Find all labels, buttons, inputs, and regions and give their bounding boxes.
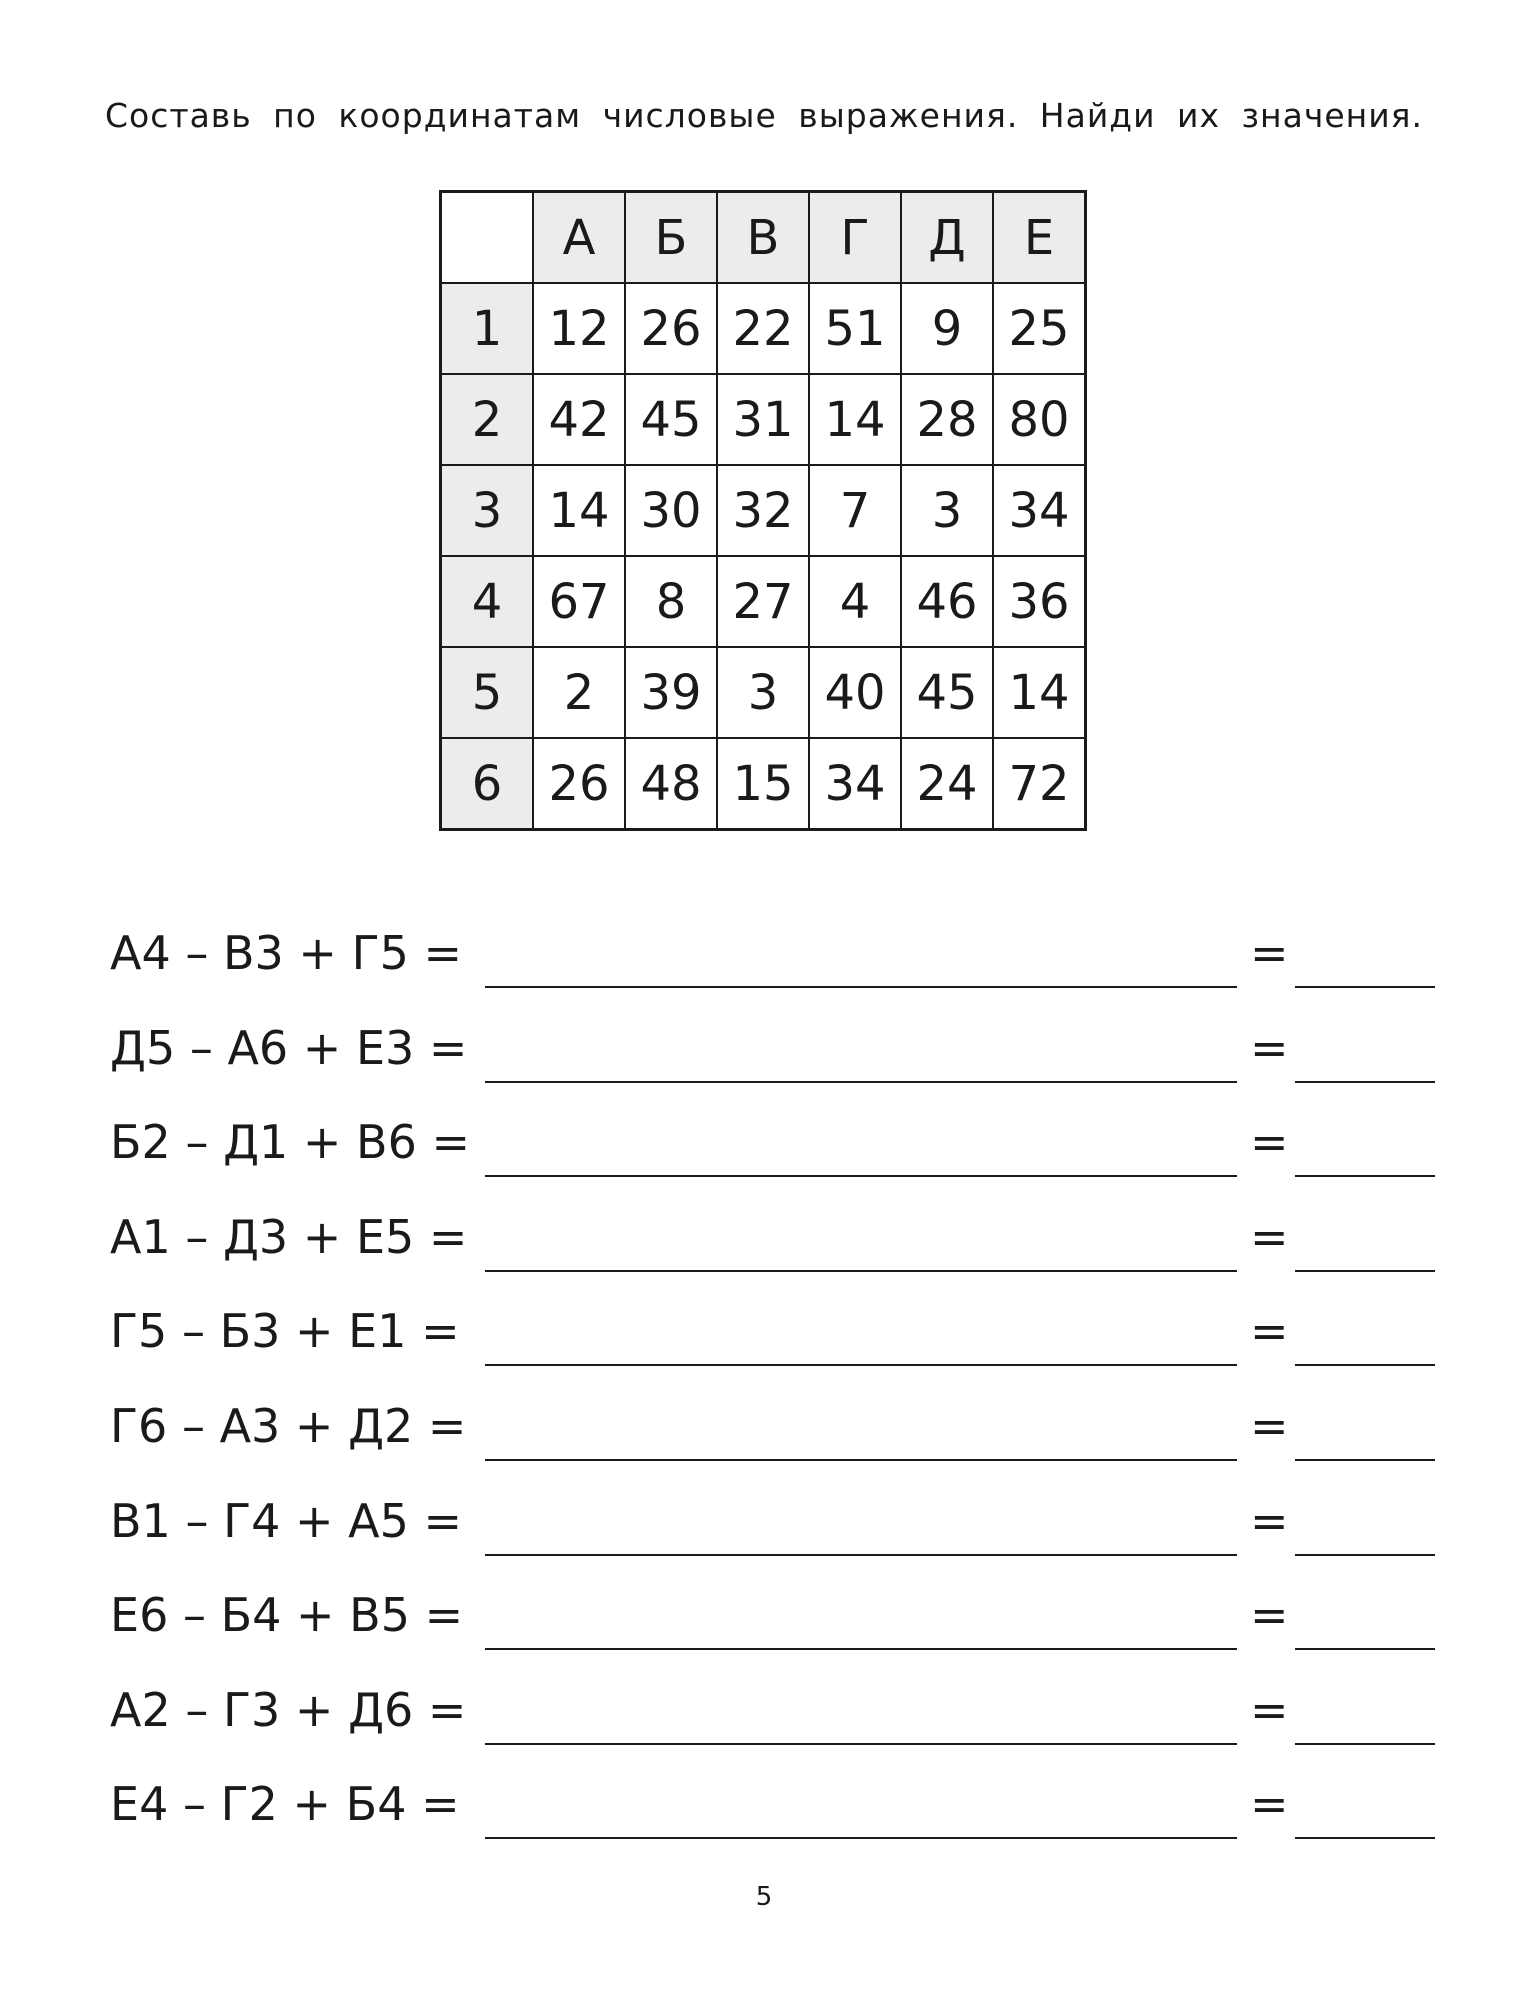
- column-header: Д: [901, 192, 993, 284]
- table-row: [441, 738, 1086, 830]
- table-cell: 26: [625, 283, 717, 374]
- table-cell: 34: [809, 738, 901, 830]
- table-cell: 9: [901, 283, 993, 374]
- table-cell: 27: [717, 556, 809, 647]
- task-instruction: Составь по координатам числовые выражения. Найди их значения.: [104, 96, 1424, 135]
- table-cell: 8: [625, 556, 717, 647]
- expression-row: [110, 1391, 1435, 1486]
- row-header: 2: [441, 374, 534, 465]
- equals-sign: =: [1250, 926, 1289, 980]
- equals-sign: =: [1250, 1398, 1289, 1453]
- table-cell: 12: [533, 283, 625, 374]
- expression-label: А2 – Г3 + Д6 =: [110, 1682, 467, 1737]
- table-cell: 30: [625, 465, 717, 556]
- expression-label: Е6 – Б4 + В5 =: [110, 1588, 464, 1643]
- expression-answer-line[interactable]: [485, 1364, 1237, 1366]
- expression-label: В1 – Г4 + А5 =: [110, 1493, 463, 1548]
- expression-label: Г6 – А3 + Д2 =: [110, 1398, 467, 1453]
- table-row: [441, 283, 1086, 374]
- result-answer-line[interactable]: [1295, 1837, 1435, 1839]
- table-cell: 42: [533, 374, 625, 465]
- table-row: [441, 465, 1086, 556]
- table-cell: 3: [717, 647, 809, 738]
- equals-sign: =: [1250, 1588, 1289, 1643]
- equals-sign: =: [1250, 1115, 1289, 1170]
- table-cell: 14: [533, 465, 625, 556]
- expression-label: Б2 – Д1 + В6 =: [110, 1115, 471, 1170]
- equals-sign: =: [1250, 1304, 1289, 1359]
- expression-row: [110, 1296, 1435, 1391]
- result-answer-line[interactable]: [1295, 1175, 1435, 1177]
- result-answer-line[interactable]: [1295, 1743, 1435, 1745]
- result-answer-line[interactable]: [1295, 1648, 1435, 1650]
- page-number: 5: [755, 1882, 773, 1912]
- expression-answer-line[interactable]: [485, 1081, 1237, 1083]
- table-cell: 14: [993, 647, 1086, 738]
- row-header: 1: [441, 283, 534, 374]
- table-cell: 14: [809, 374, 901, 465]
- table-row: [441, 647, 1086, 738]
- table-cell: 34: [993, 465, 1086, 556]
- equals-sign: =: [1250, 1020, 1289, 1075]
- row-header: 3: [441, 465, 534, 556]
- table-cell: 46: [901, 556, 993, 647]
- expression-label: А1 – Д3 + Е5 =: [110, 1209, 468, 1264]
- table-cell: 51: [809, 283, 901, 374]
- table-cell: 31: [717, 374, 809, 465]
- expression-answer-line[interactable]: [485, 1270, 1237, 1272]
- result-answer-line[interactable]: [1295, 1459, 1435, 1461]
- table-cell: 26: [533, 738, 625, 830]
- table-cell: 24: [901, 738, 993, 830]
- row-header: 6: [441, 738, 534, 830]
- table-cell: 4: [809, 556, 901, 647]
- equals-sign: =: [1250, 1777, 1289, 1832]
- column-header: Е: [993, 192, 1086, 284]
- result-answer-line[interactable]: [1295, 1081, 1435, 1083]
- table-corner-cell: [441, 192, 534, 284]
- expression-row: [110, 1107, 1435, 1202]
- expression-row: [110, 1580, 1435, 1675]
- equals-sign: =: [1250, 1209, 1289, 1264]
- table-cell: 22: [717, 283, 809, 374]
- expression-answer-line[interactable]: [485, 1743, 1237, 1745]
- table-cell: 48: [625, 738, 717, 830]
- expression-row: [110, 1486, 1435, 1581]
- table-cell: 25: [993, 283, 1086, 374]
- expression-label: А4 – В3 + Г5 =: [110, 926, 463, 980]
- equals-sign: =: [1250, 1682, 1289, 1737]
- table-cell: 32: [717, 465, 809, 556]
- table-cell: 72: [993, 738, 1086, 830]
- equals-sign: =: [1250, 1493, 1289, 1548]
- coordinate-table: [439, 190, 1087, 831]
- expression-row: [110, 918, 1435, 1013]
- table-row: [441, 556, 1086, 647]
- expression-answer-line[interactable]: [485, 1459, 1237, 1461]
- result-answer-line[interactable]: [1295, 1270, 1435, 1272]
- expression-answer-line[interactable]: [485, 1175, 1237, 1177]
- expression-label: Е4 – Г2 + Б4 =: [110, 1777, 460, 1832]
- result-answer-line[interactable]: [1295, 986, 1435, 988]
- table-row: [441, 374, 1086, 465]
- expression-list: [110, 918, 1435, 1864]
- table-cell: 36: [993, 556, 1086, 647]
- table-cell: 67: [533, 556, 625, 647]
- expression-answer-line[interactable]: [485, 1648, 1237, 1650]
- column-header: В: [717, 192, 809, 284]
- table-cell: 7: [809, 465, 901, 556]
- row-header: 5: [441, 647, 534, 738]
- table-cell: 15: [717, 738, 809, 830]
- table-cell: 39: [625, 647, 717, 738]
- column-header: Г: [809, 192, 901, 284]
- expression-row: [110, 1202, 1435, 1297]
- expression-label: Г5 – Б3 + Е1 =: [110, 1304, 460, 1359]
- table-cell: 45: [901, 647, 993, 738]
- table-cell: 45: [625, 374, 717, 465]
- result-answer-line[interactable]: [1295, 1364, 1435, 1366]
- column-header: Б: [625, 192, 717, 284]
- expression-answer-line[interactable]: [485, 986, 1237, 988]
- expression-row: [110, 1769, 1435, 1864]
- expression-answer-line[interactable]: [485, 1554, 1237, 1556]
- table-cell: 40: [809, 647, 901, 738]
- expression-answer-line[interactable]: [485, 1837, 1237, 1839]
- row-header: 4: [441, 556, 534, 647]
- table-cell: 3: [901, 465, 993, 556]
- table-header-row: [441, 192, 1086, 284]
- expression-label: Д5 – А6 + Е3 =: [110, 1020, 468, 1075]
- column-header: А: [533, 192, 625, 284]
- table-cell: 2: [533, 647, 625, 738]
- result-answer-line[interactable]: [1295, 1554, 1435, 1556]
- expression-row: [110, 1013, 1435, 1108]
- table-cell: 80: [993, 374, 1086, 465]
- expression-row: [110, 1675, 1435, 1770]
- table-cell: 28: [901, 374, 993, 465]
